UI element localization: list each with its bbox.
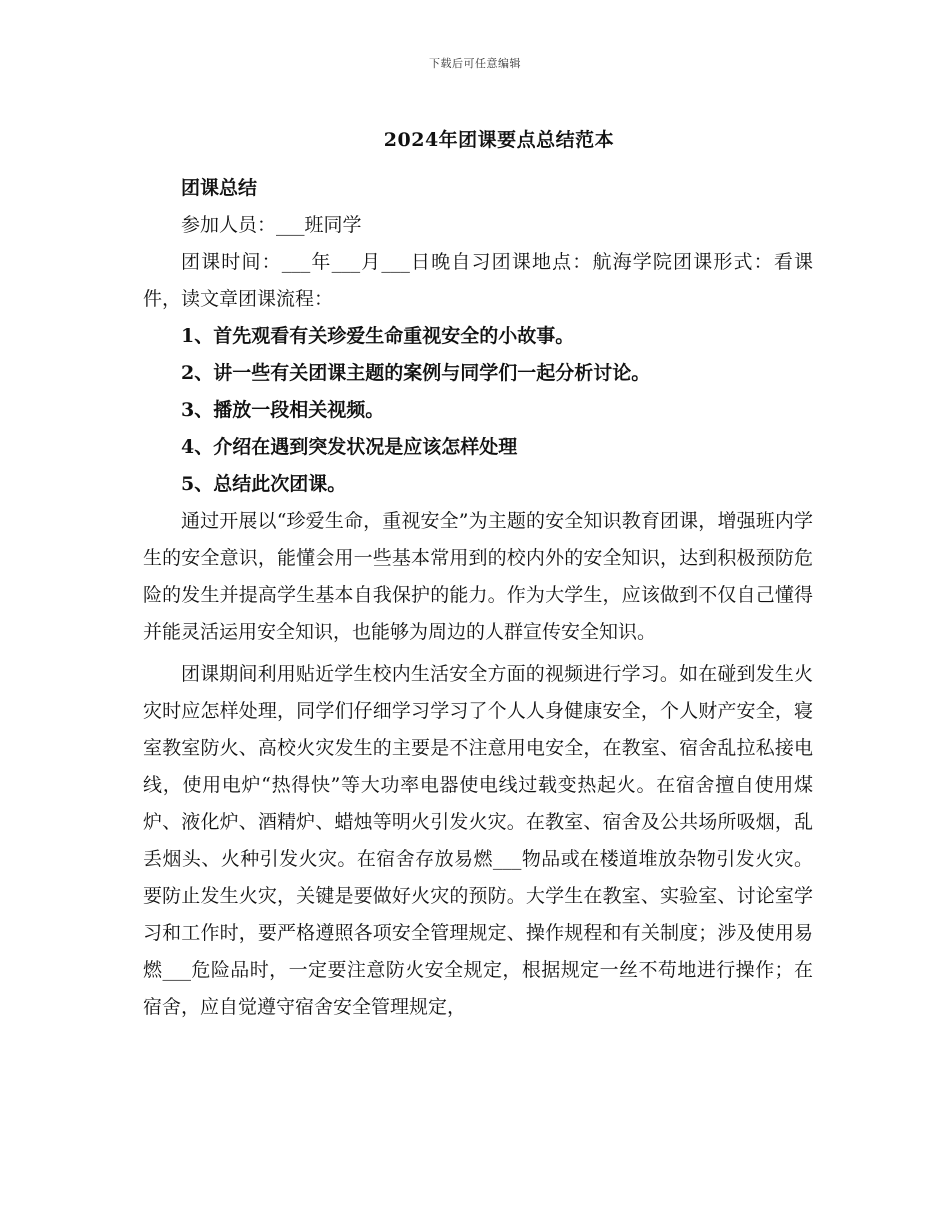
header-note: 下载后可任意编辑 (429, 57, 521, 70)
flow-step: 5、总结此次团课。 (181, 473, 347, 495)
flow-step: 3、播放一段相关视频。 (181, 399, 385, 421)
body-paragraph: 通过开展以“珍爱生命，重视安全”为主题的安全知识教育团课，增强班内学生的安全意识，能懂会用一些基本常用到的校内外的安全知识，达到积极预防危险的发生并提高学生基本自我保护的能力。作为大学生，应该做到不仅自己懂得并能灵活运用安全知识，也能够为周边的人群宣传安全知识。 (143, 510, 813, 643)
time-location-line: 团课时间：___年___月___日晚自习团课地点：航海学院团课形式：看课件，读文章团课流程： (143, 251, 813, 310)
flow-step: 4、介绍在遇到突发状况是应该怎样处理 (181, 436, 518, 458)
document-title: 2024年团课要点总结范本 (383, 129, 615, 151)
body-paragraph: 团课期间利用贴近学生校内生活安全方面的视频进行学习。如在碰到发生火灾时应怎样处理，同学们仔细学习学习了个人人身健康安全，个人财产安全，寝室教室防火、高校火灾发生的主要是不注意用电安全，在教室、宿舍乱拉私接电线，使用电炉“热得快”等大功率电器使电线过载变热起火。在宿舍擅自使用煤炉、液化炉、酒精炉、蜡烛等明火引发火灾。在教室、宿舍及公共场所吸烟，乱丢烟头、火种引发火灾。在宿舍存放易燃___物品或在楼道堆放杂物引发火灾。要防止发生火灾，关键是要做好火灾的预防。大学生在教室、实验室、讨论室学习和工作时，要严格遵照各项安全管理规定、操作规程和有关制度；涉及使用易燃___危险品时，一定要注意防火安全规定，根据规定一丝不苟地进行操作；在宿舍，应自觉遵守宿舍安全管理规定， (143, 663, 813, 1018)
flow-step: 2、讲一些有关团课主题的案例与同学们一起分析讨论。 (181, 362, 651, 384)
participants-line: 参加人员：___班同学 (181, 214, 362, 236)
section-heading: 团课总结 (181, 177, 258, 199)
document-body (143, 170, 813, 1026)
flow-step: 1、首先观看有关珍爱生命重视安全的小故事。 (181, 325, 575, 347)
